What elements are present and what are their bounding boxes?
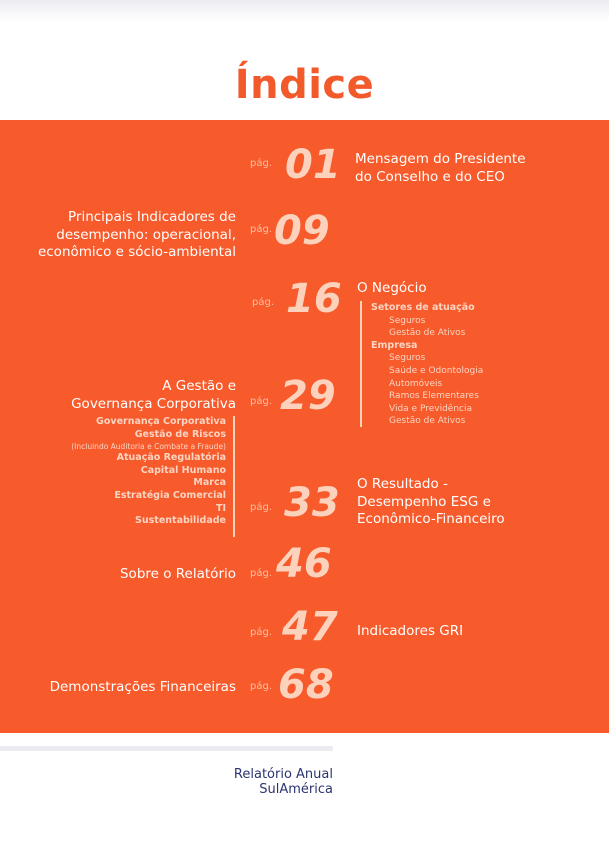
page-number-68: 68 bbox=[278, 662, 334, 708]
pag-label: pág. bbox=[250, 568, 273, 579]
gestao-subitem[interactable]: Gestão de Riscos bbox=[134, 428, 226, 440]
top-shade bbox=[0, 0, 609, 22]
negocio-divider bbox=[360, 301, 362, 427]
page-number-29: 29 bbox=[280, 373, 336, 419]
pag-label: pág. bbox=[250, 158, 273, 169]
pag-label: pág. bbox=[250, 681, 273, 692]
negocio-section-heading[interactable]: Setores de atuação bbox=[371, 302, 475, 313]
gestao-subitem[interactable]: Capital Humano bbox=[140, 464, 226, 476]
toc-entry-negocio[interactable] bbox=[357, 280, 427, 298]
toc-entry-line: Principais Indicadores de bbox=[68, 209, 236, 225]
footer-rule bbox=[0, 746, 333, 751]
toc-entry-line: Econômico-Financeiro bbox=[357, 511, 505, 527]
toc-entry-mensagem[interactable] bbox=[355, 151, 526, 186]
negocio-subitem[interactable]: Seguros bbox=[389, 315, 426, 326]
pag-label: pág. bbox=[252, 297, 275, 308]
toc-entry-line: A Gestão e bbox=[162, 378, 236, 394]
toc-entry-sobre[interactable] bbox=[120, 566, 236, 584]
toc-entry-line: do Conselho e do CEO bbox=[355, 168, 505, 185]
pag-label: pág. bbox=[250, 627, 273, 638]
gestao-sublist bbox=[71, 416, 226, 528]
toc-entry-indicadores[interactable] bbox=[38, 209, 236, 262]
negocio-section-heading[interactable]: Empresa bbox=[371, 339, 418, 351]
toc-entry-gestao[interactable] bbox=[71, 378, 236, 413]
gestao-subitem[interactable]: Sustentabilidade bbox=[135, 515, 226, 527]
toc-entry-line: Demonstrações Financeiras bbox=[49, 679, 236, 695]
gestao-subitem[interactable]: Estratégia Comercial bbox=[114, 489, 226, 501]
negocio-subitem[interactable]: Vida e Previdência bbox=[389, 403, 472, 414]
toc-entry-line: desempenho: operacional, bbox=[56, 226, 236, 243]
negocio-subitem[interactable]: Seguros bbox=[389, 353, 426, 364]
page-number-16: 16 bbox=[286, 276, 342, 322]
negocio-subitem[interactable]: Ramos Elementares bbox=[389, 391, 479, 402]
toc-entry-line: Governança Corporativa bbox=[71, 395, 236, 412]
pag-label: pág. bbox=[250, 502, 273, 513]
pag-label: pág. bbox=[250, 224, 273, 235]
gestao-subitem[interactable]: Atuação Regulatória bbox=[116, 452, 226, 464]
toc-entry-demonstracoes[interactable] bbox=[50, 679, 236, 697]
toc-entry-line: Indicadores GRI bbox=[357, 623, 464, 639]
negocio-subitem[interactable]: Saúde e Odontologia bbox=[389, 365, 484, 376]
toc-entry-line: Sobre o Relatório bbox=[119, 566, 236, 582]
gestao-subitem[interactable]: TI bbox=[215, 502, 226, 514]
gestao-subitem-note: (Incluindo Auditoria e Combate a Fraude) bbox=[71, 442, 226, 452]
negocio-subitem[interactable]: Gestão de Ativos bbox=[389, 416, 466, 427]
page-number-47: 47 bbox=[282, 604, 338, 650]
negocio-subitem[interactable]: Gestão de Ativos bbox=[389, 328, 466, 339]
footer-text: Relatório Anual SulAmérica bbox=[233, 767, 333, 797]
page-number-46: 46 bbox=[276, 541, 332, 587]
page-number-33: 33 bbox=[284, 480, 340, 526]
page-number-09: 09 bbox=[274, 208, 330, 254]
toc-entry-line: O Resultado - bbox=[357, 476, 448, 492]
toc-entry-line: econômico e sócio-ambiental bbox=[37, 244, 236, 260]
page-title: Índice bbox=[234, 62, 375, 108]
gestao-divider bbox=[233, 416, 235, 537]
negocio-sublist bbox=[371, 302, 483, 428]
toc-entry-line: Desempenho ESG e bbox=[357, 493, 491, 510]
page-number-01: 01 bbox=[285, 142, 341, 188]
gestao-subitem[interactable]: Marca bbox=[193, 477, 226, 489]
toc-entry-gri[interactable] bbox=[357, 623, 463, 641]
toc-entry-resultado[interactable] bbox=[357, 476, 505, 529]
toc-entry-line: Mensagem do Presidente bbox=[355, 151, 526, 167]
gestao-subitem[interactable]: Governança Corporativa bbox=[96, 416, 226, 427]
toc-entry-line: O Negócio bbox=[357, 280, 427, 296]
pag-label: pág. bbox=[250, 396, 273, 407]
negocio-subitem[interactable]: Automóveis bbox=[389, 378, 443, 389]
